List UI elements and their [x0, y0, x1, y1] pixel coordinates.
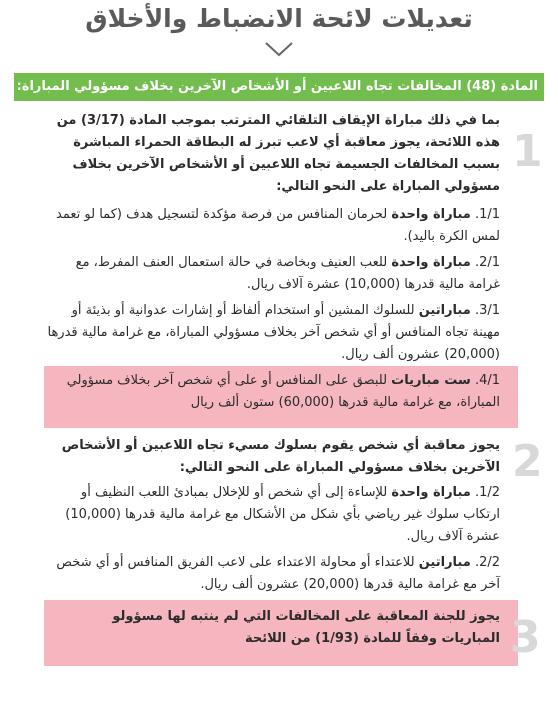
item-penalty: ست مباريات — [391, 373, 471, 388]
list-item — [44, 204, 500, 248]
item-number: 1/2. — [474, 485, 500, 500]
section-number-1: 1 — [512, 126, 543, 177]
item-text: للبصق على المنافس أو على أي شخص آخر بخلاف مسؤولي المباراة، مع غرامة مالية قدرها (60,000) ستون ألف ريال — [66, 373, 500, 410]
item-number: 1/1. — [474, 207, 500, 222]
item-number: 2/1. — [474, 255, 500, 270]
item-text: للسلوك المشين أو استخدام ألفاظ أو إشارات عدوانية أو بذيئة أو مهينة تجاه المنافس أو أي شخص آخر بخلاف مسؤولي المباراة، مع غرامة مالية قدرها (20,000) عشرون ألف ريال. — [47, 303, 500, 362]
item-text: للإساءة إلى أي شخص أو للإخلال بمبادئ اللعب النظيف أو ارتكاب سلوك غير رياضي بأي شكل من الأشكال مع غرامة مالية قدرها (10,000) عشرة آلاف ريال. — [65, 485, 500, 544]
section-number-3: 3 — [510, 612, 541, 663]
item-penalty: مباراة واحدة — [391, 255, 471, 270]
article-heading-bar: المادة (48) المخالفات تجاه اللاعبين أو الأشخاص الآخرين بخلاف مسؤولي المباراة: — [14, 73, 544, 101]
page-title: تعديلات لائحة الانضباط والأخلاق — [85, 4, 473, 33]
item-penalty: مباراتين — [418, 555, 471, 570]
item-penalty: مباراة واحدة — [391, 485, 471, 500]
chevron-down-icon — [264, 40, 294, 58]
list-item — [44, 252, 500, 296]
item-number: 3/1. — [474, 303, 500, 318]
section-2-intro: يجوز معاقبة أي شخص يقوم بسلوك مسيء تجاه اللاعبين أو الأشخاص الآخرين بخلاف مسؤولي المباراة على النحو التالي: — [61, 438, 500, 475]
item-number: 2/2. — [474, 555, 500, 570]
item-penalty: مباراتين — [418, 303, 471, 318]
list-item — [44, 370, 500, 414]
list-item — [44, 482, 500, 548]
section-3-text: يجوز للجنة المعاقبة على المخالفات التي لم ينتبه لها مسؤولو المباريات وفقاً للمادة (1/93) من اللائحة — [112, 609, 500, 646]
item-text: لحرمان المنافس من فرصة مؤكدة لتسجيل هدف (كما لو تعمد لمس الكرة باليد). — [56, 207, 500, 244]
item-number: 4/1. — [474, 373, 500, 388]
item-penalty: مباراة واحدة — [391, 207, 471, 222]
section-number-2: 2 — [512, 436, 543, 487]
list-item — [44, 300, 500, 366]
item-text: للاعتداء أو محاولة الاعتداء على لاعب الفريق المنافس أو أي شخص آخر مع غرامة مالية قدرها (20,000) عشرون ألف ريال. — [56, 555, 500, 592]
list-item — [44, 552, 500, 596]
item-text: للعب العنيف وبخاصة في حالة استعمال العنف المفرط، مع غرامة مالية قدرها (10,000) عشرة آلاف ريال. — [75, 255, 500, 292]
section-1-intro: بما في ذلك مباراة الإيقاف التلقائي المترتب بموجب المادة (3/17) من هذه اللائحة، يجوز معاقبة أي لاعب تبرز له البطاقة الحمراء المباشرة بسبب المخالفات الجسيمة تجاه اللاعبين أو الأشخاص الآخرين بخلاف مسؤولي المباراة على النحو التالي: — [56, 113, 500, 194]
